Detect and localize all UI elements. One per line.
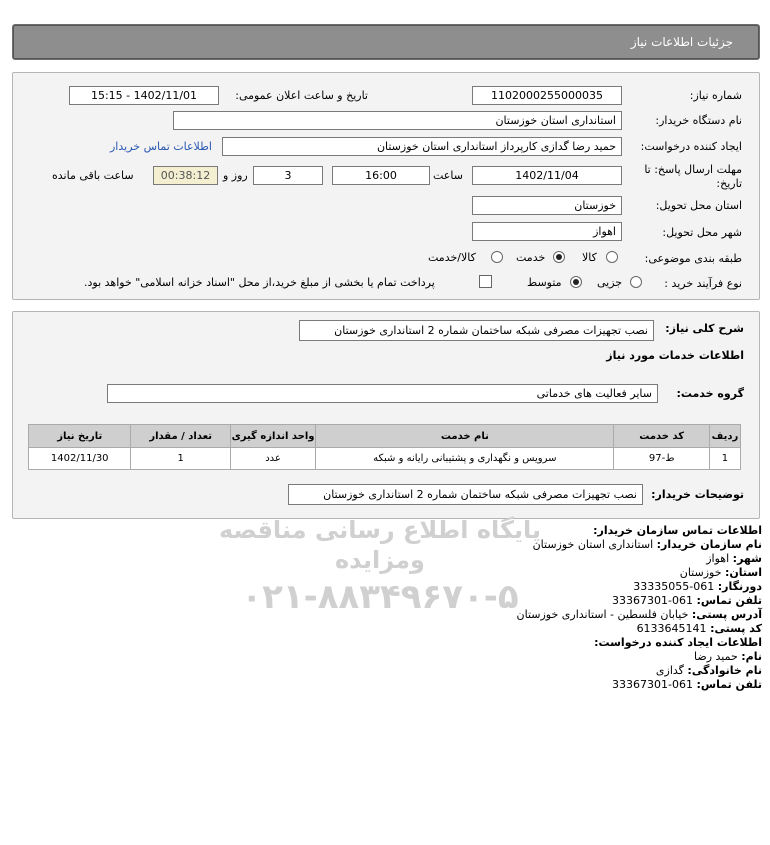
creator-label: ایجاد کننده درخواست: (640, 140, 742, 153)
cell-unit: عدد (230, 448, 315, 470)
cell-service-code: ط-97 (614, 448, 709, 470)
creator-name: نام: حمید رضا (694, 650, 762, 663)
days-field: 3 (253, 166, 323, 185)
city-label: شهر محل تحویل: (662, 226, 742, 239)
creator-info-title: اطلاعات ایجاد کننده درخواست: (594, 636, 762, 649)
watermark (200, 515, 560, 619)
service-group-field: سایر فعالیت های خدماتی (107, 384, 658, 403)
category-service-radio[interactable] (553, 251, 565, 263)
contact-fax: دورنگار: 061-33335055 (633, 580, 762, 593)
buyer-org-field: استانداری استان خوزستان (173, 111, 622, 130)
col-unit: واحد اندازه گیری (230, 425, 315, 448)
category-service-label: خدمت (516, 251, 546, 264)
col-row-number: ردیف (709, 425, 740, 448)
days-label: روز و (223, 169, 248, 182)
contact-org: نام سازمان خریدار: استانداری استان خوزستان (532, 538, 762, 551)
contact-title: اطلاعات تماس سازمان خریدار: (593, 524, 762, 537)
province-field: خوزستان (472, 196, 622, 215)
process-medium-radio[interactable] (570, 276, 582, 288)
announce-field: 1402/11/01 - 15:15 (69, 86, 219, 105)
cell-service-name: سرویس و نگهداری و پشتیبانی رایانه و شبکه (316, 448, 614, 470)
process-minor-label: جزیی (597, 276, 623, 289)
buyer-notes-label: توضیحات خریدار: (651, 488, 744, 501)
need-number-field: 1102000255000035 (472, 86, 622, 105)
service-group-label: گروه خدمت: (676, 387, 744, 400)
description-field: نصب تجهیزات مصرفی شبکه ساختمان شماره 2 استانداری خوزستان (299, 320, 654, 341)
page-title: جزئیات اطلاعات نیاز (630, 35, 733, 49)
treasury-payment-checkbox[interactable] (479, 275, 492, 288)
services-table (28, 424, 741, 470)
contact-province: استان: خوزستان (679, 566, 762, 579)
process-minor-radio[interactable] (630, 276, 642, 288)
deadline-label: مهلت ارسال پاسخ: تا تاریخ: (644, 163, 742, 190)
table-row (29, 448, 741, 470)
process-label: نوع فرآیند خرید : (664, 277, 742, 290)
contact-postal: کد پستی: 6133645141 (636, 622, 762, 635)
announce-label: تاریخ و ساعت اعلان عمومی: (235, 89, 368, 102)
remaining-label: ساعت باقی مانده (52, 169, 134, 182)
cell-quantity: 1 (131, 448, 230, 470)
description-label: شرح کلی نیاز: (665, 322, 744, 335)
buyer-contact-link[interactable]: اطلاعات تماس خریدار (110, 140, 212, 153)
remaining-time-field: 00:38:12 (153, 166, 218, 185)
category-label: طبقه بندی موضوعی: (644, 252, 742, 265)
contact-address: آدرس پستی: خیابان فلسطین - استانداری خوزستان (516, 608, 762, 621)
col-need-date: تاریخ نیاز (29, 425, 131, 448)
need-number-label: شماره نیاز: (689, 89, 742, 102)
page-header (12, 24, 760, 60)
category-goods-service-label: کالا/خدمت (428, 251, 476, 264)
col-quantity: تعداد / مقدار (131, 425, 230, 448)
watermark-phone: ۰۲۱-۸۸۳۴۹۶۷۰-۵ (241, 577, 519, 617)
creator-phone: تلفن تماس: 061-33367301 (612, 678, 762, 691)
city-field: اهواز (472, 222, 622, 241)
deadline-date-field: 1402/11/04 (472, 166, 622, 185)
col-service-code: کد خدمت (614, 425, 709, 448)
cell-row-number: 1 (709, 448, 740, 470)
deadline-time-label: ساعت (433, 169, 463, 182)
table-header-row (29, 425, 741, 448)
payment-note: پرداخت تمام یا بخشی از مبلغ خرید،از محل "اسناد خزانه اسلامی" خواهد بود. (84, 276, 435, 289)
category-goods-radio[interactable] (606, 251, 618, 263)
buyer-notes-field: نصب تجهیزات مصرفی شبکه ساختمان شماره 2 استانداری خوزستان (288, 484, 643, 505)
province-label: استان محل تحویل: (655, 199, 742, 212)
creator-field: حمید رضا گدازی کارپرداز استانداری استان خوزستان (222, 137, 622, 156)
category-goods-service-radio[interactable] (491, 251, 503, 263)
contact-city: شهر: اهواز (706, 552, 762, 565)
category-goods-label: کالا (582, 251, 597, 264)
buyer-org-label: نام دستگاه خریدار: (655, 114, 742, 127)
cell-need-date: 1402/11/30 (29, 448, 131, 470)
services-section-title: اطلاعات خدمات مورد نیاز (606, 349, 744, 362)
deadline-time-field: 16:00 (332, 166, 430, 185)
contact-phone: تلفن تماس: 061-33367301 (612, 594, 762, 607)
col-service-name: نام خدمت (316, 425, 614, 448)
process-medium-label: متوسط (527, 276, 562, 289)
watermark-title: پایگاه اطلاع رسانی مناقصه ومزایده (219, 516, 541, 574)
creator-family: نام خانوادگی: گدازی (655, 664, 762, 677)
